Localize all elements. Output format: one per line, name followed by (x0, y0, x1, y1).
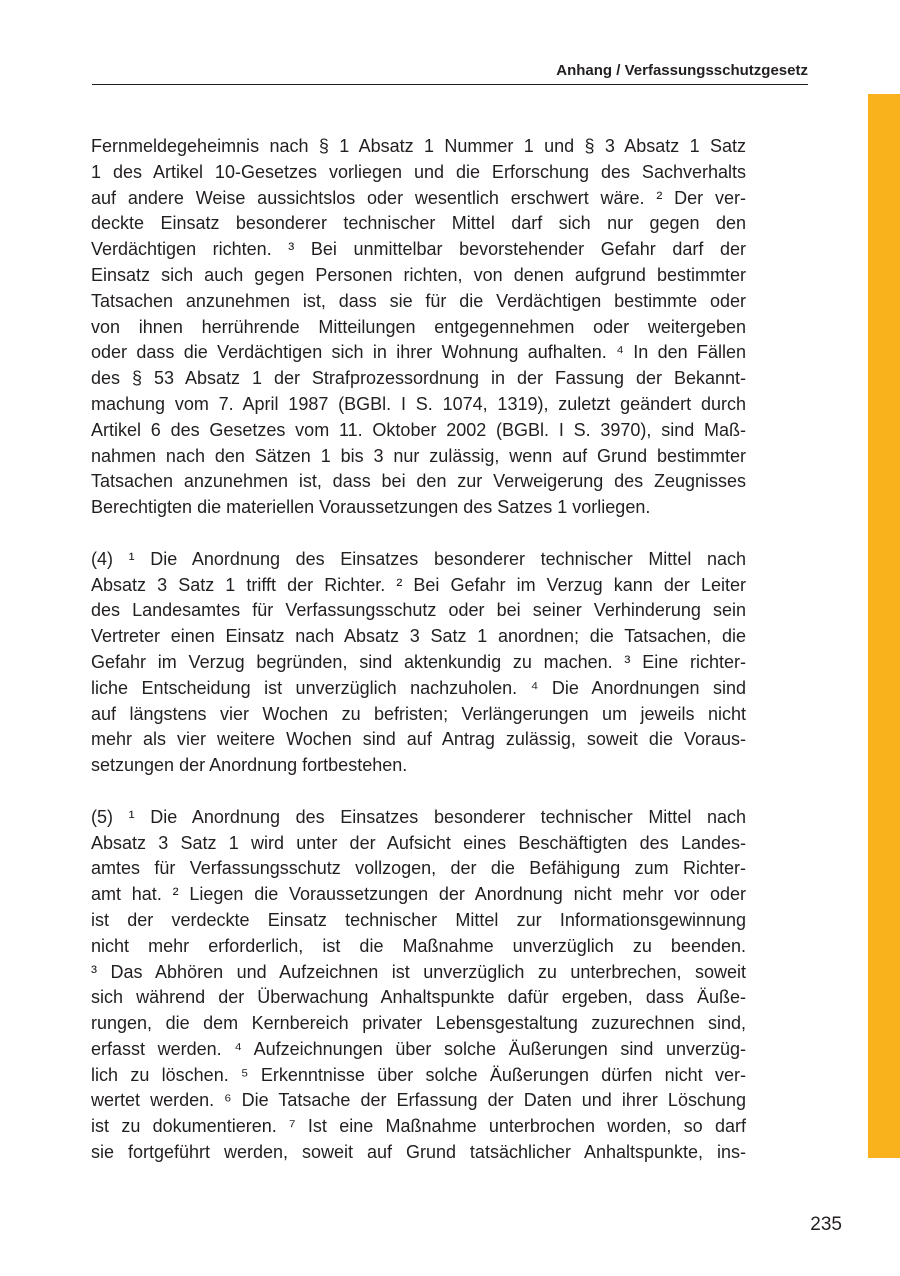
text-line: auf andere Weise aussichtslos oder wesentlich erschwert wäre. ² Der ver- (91, 187, 746, 208)
text-line: rungen, die dem Kernbereich privater Lebensgestaltung zuzurechnen sind, (91, 1013, 746, 1034)
text-line: sich während der Überwachung Anhaltspunkte dafür ergeben, dass Äuße- (91, 987, 746, 1008)
text-line: machung vom 7. April 1987 (BGBl. I S. 1074, 1319), zuletzt geändert durch (91, 393, 746, 414)
text-line: 1 des Artikel 10-Gesetzes vorliegen und die Erforschung des Sachverhalts (91, 161, 746, 182)
paragraph-4 (91, 547, 746, 779)
text-line: ³ Das Abhören und Aufzeichnen ist unverzüglich zu unterbrechen, soweit (91, 961, 746, 982)
text-line: nicht mehr erforderlich, ist die Maßnahme unverzüglich zu beenden. (91, 935, 746, 956)
text-line: ist zu dokumentieren. ⁷ Ist eine Maßnahme unterbrochen worden, so darf (91, 1116, 746, 1137)
text-line: von ihnen herrührende Mitteilungen entgegennehmen oder weitergeben (91, 316, 746, 337)
text-line: oder dass die Verdächtigen sich in ihrer Wohnung aufhalten. ⁴ In den Fällen (91, 342, 746, 363)
page-number: 235 (810, 1214, 842, 1235)
text-line: Einsatz sich auch gegen Personen richten, von denen aufgrund bestimmter (91, 264, 746, 285)
text-line: (4) ¹ Die Anordnung des Einsatzes besonderer technischer Mittel nach (91, 548, 746, 569)
text-line: nahmen nach den Sätzen 1 bis 3 nur zulässig, wenn auf Grund bestimmter (91, 445, 746, 466)
paragraph-gap (91, 779, 746, 805)
text-line: Absatz 3 Satz 1 trifft der Richter. ² Bei Gefahr im Verzug kann der Leiter (91, 574, 746, 595)
paragraph-5 (91, 805, 746, 1166)
text-line: (5) ¹ Die Anordnung des Einsatzes besonderer technischer Mittel nach (91, 806, 746, 827)
text-line: Gefahr im Verzug begründen, sind aktenkundig zu machen. ³ Eine richter- (91, 651, 746, 672)
text-line: Fernmeldegeheimnis nach § 1 Absatz 1 Nummer 1 und § 3 Absatz 1 Satz (91, 136, 746, 156)
text-line: amtes für Verfassungsschutz vollzogen, der die Befähigung zum Richter- (91, 858, 746, 879)
text-line: Absatz 3 Satz 1 wird unter der Aufsicht eines Beschäftigten des Landes- (91, 832, 746, 853)
text-line: mehr als vier weitere Wochen sind auf Antrag zulässig, soweit die Voraus- (91, 729, 746, 750)
text-line: des § 53 Absatz 1 der Strafprozessordnung in der Fassung der Bekannt- (91, 368, 746, 389)
text-line: des Landesamtes für Verfassungsschutz oder bei seiner Verhinderung sein (91, 600, 746, 621)
text-line: auf längstens vier Wochen zu befristen; Verlängerungen um jeweils nicht (91, 703, 746, 724)
text-line: sie fortgeführt werden, soweit auf Grund tatsächlicher Anhaltspunkte, ins- (91, 1142, 746, 1163)
text-line: amt hat. ² Liegen die Voraussetzungen der Anordnung nicht mehr vor oder (91, 884, 746, 905)
text-line: Artikel 6 des Gesetzes vom 11. Oktober 2002 (BGBl. I S. 3970), sind Maß- (91, 419, 746, 440)
text-line: Vertreter einen Einsatz nach Absatz 3 Satz 1 anordnen; die Tatsachen, die (91, 626, 746, 647)
header-rule (92, 84, 808, 85)
chapter-side-tab (868, 94, 900, 1158)
body-text (91, 134, 746, 1166)
text-line: erfasst werden. ⁴ Aufzeichnungen über solche Äußerungen sind unverzüg- (91, 1038, 746, 1059)
text-line: ist der verdeckte Einsatz technischer Mittel zur Informationsgewinnung (91, 909, 746, 930)
text-line: deckte Einsatz besonderer technischer Mittel darf sich nur gegen den (91, 213, 746, 234)
text-line: Tatsachen anzunehmen ist, dass bei den zur Verweigerung des Zeugnisses (91, 471, 746, 492)
text-line: Tatsachen anzunehmen ist, dass sie für die Verdächtigen bestimmte oder (91, 290, 746, 311)
text-line: Verdächtigen richten. ³ Bei unmittelbar bevorstehender Gefahr darf der (91, 239, 746, 260)
text-line: Berechtigten die materiellen Voraussetzungen des Satzes 1 vorliegen. (91, 497, 651, 518)
text-line: lich zu löschen. ⁵ Erkenntnisse über solche Äußerungen dürfen nicht ver- (91, 1064, 746, 1085)
text-line: setzungen der Anordnung fortbestehen. (91, 755, 408, 776)
paragraph-gap (91, 521, 746, 547)
paragraph-continuation (91, 134, 746, 521)
running-header: Anhang / Verfassungsschutzgesetz (556, 62, 808, 79)
text-line: liche Entscheidung ist unverzüglich nachzuholen. ⁴ Die Anordnungen sind (91, 677, 746, 698)
text-line: wertet werden. ⁶ Die Tatsache der Erfassung der Daten und ihrer Löschung (91, 1090, 746, 1111)
